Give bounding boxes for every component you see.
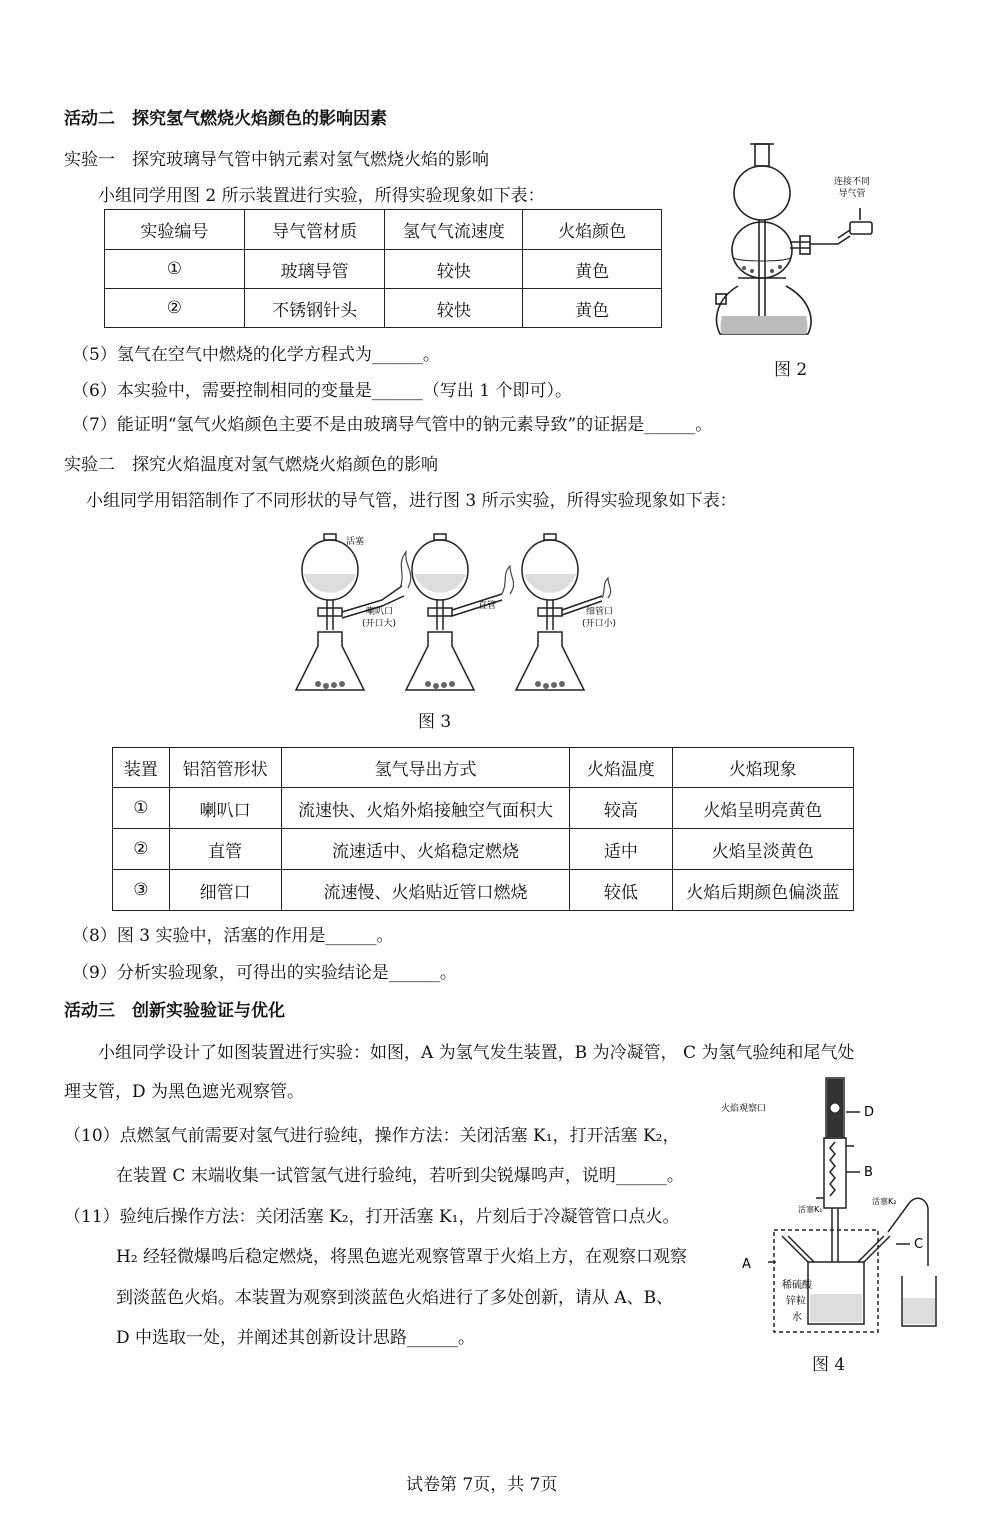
fig4-label-C: C (914, 1237, 924, 1252)
table-cell: 火焰呈淡黄色 (672, 829, 853, 870)
table-row (113, 870, 854, 911)
table-cell: ① (113, 788, 170, 829)
exp2-title: 实验二 探究火焰温度对氢气燃烧火焰颜色的影响 (64, 455, 438, 475)
table-cell: 火焰后期颜色偏淡蓝 (672, 870, 853, 911)
question-11-line1: （11）验纯后操作方法：关闭活塞 K₂，打开活塞 K₁，片刻后于冷凝管管口点火。 (64, 1207, 680, 1227)
fig3-label-valve: 活塞 (346, 537, 365, 547)
question-10-line1: （10）点燃氢气前需要对氢气进行验纯，操作方法：关闭活塞 K₁，打开活塞 K₂， (64, 1126, 680, 1146)
table-cell: 火焰呈明亮黄色 (672, 788, 853, 829)
exp1-intro: 小组同学用图 2 所示装置进行实验，所得实验现象如下表： (98, 186, 545, 206)
fig4-label-zinc: 锌粒 (786, 1296, 806, 1307)
fig4-label-D: D (864, 1105, 875, 1120)
table-row (113, 788, 854, 829)
table-cell: 较高 (570, 788, 672, 829)
activity3-intro-line2: 理支管，D 为黑色遮光观察管。 (64, 1082, 305, 1102)
fig4-label-K2: 活塞K₂ (872, 1197, 897, 1206)
table-cell: ② (105, 289, 245, 328)
table-header-cell: 装置 (113, 748, 170, 788)
table-header-cell: 铝箔管形状 (169, 748, 281, 788)
table-header-cell: 火焰颜色 (523, 210, 662, 250)
figure-3-caption: 图 3 (418, 712, 452, 732)
exp1-table (104, 209, 662, 328)
question-11-line3: 到淡蓝色火焰。本装置为观察到淡蓝色火焰进行了多处创新，请从 A、B、 (116, 1288, 674, 1308)
table-header-cell: 实验编号 (105, 210, 245, 250)
question-6: （6）本实验中，需要控制相同的变量是______（写出 1 个即可）。 (72, 381, 572, 401)
fig4-label-window: 火焰观察口 (720, 1104, 766, 1114)
question-11-line2: H₂ 经轻微爆鸣后稳定燃烧，将黑色遮光观察管罩于火焰上方，在观察口观察 (116, 1247, 688, 1267)
table-cell: 流速慢、火焰贴近管口燃烧 (281, 870, 570, 911)
exp2-intro: 小组同学用铝箔制作了不同形状的导气管，进行图 3 所示实验，所得实验现象如下表： (86, 491, 737, 511)
table-cell: 适中 (570, 829, 672, 870)
fig3-label-straight: 直管 (478, 601, 497, 611)
table-header-row (105, 210, 662, 250)
question-8: （8）图 3 实验中，活塞的作用是______。 (72, 926, 394, 946)
fig3-label-horn-open: (开口大) (362, 619, 397, 629)
table-header-cell: 氢气气流速度 (385, 210, 523, 250)
table-cell: 较快 (385, 289, 523, 328)
table-row (105, 289, 662, 328)
figure-3-flask-setups (288, 522, 628, 702)
table-header-cell: 导气管材质 (244, 210, 385, 250)
table-row (105, 250, 662, 289)
table-cell: 黄色 (523, 289, 662, 328)
figure-2-kipp-apparatus (700, 138, 890, 348)
table-header-row (113, 748, 854, 788)
table-header-cell: 氢气导出方式 (281, 748, 570, 788)
table-cell: 较快 (385, 250, 523, 289)
question-10-line2: 在装置 C 末端收集一试管氢气进行验纯，若听到尖锐爆鸣声，说明______。 (116, 1166, 684, 1186)
figure-4-caption: 图 4 (812, 1355, 846, 1375)
fig4-label-water: 水 (792, 1312, 802, 1323)
table-cell: 黄色 (523, 250, 662, 289)
fig3-label-thin-open: (开口小) (582, 619, 617, 629)
fig2-label-tube: 导气管 (838, 189, 866, 199)
fig2-label-connect: 连接不同 (833, 177, 871, 187)
table-cell: 流速快、火焰外焰接触空气面积大 (281, 788, 570, 829)
question-11-line4: D 中选取一处，并阐述其创新设计思路______。 (116, 1328, 476, 1348)
figure-2-caption: 图 2 (774, 360, 808, 380)
fig3-label-thin: 细管口 (586, 607, 614, 617)
table-cell: 不锈钢针头 (244, 289, 385, 328)
fig4-label-B: B (864, 1165, 873, 1180)
activity3-intro-line1: 小组同学设计了如图装置进行实验：如图，A 为氢气发生装置，B 为冷凝管， C 为氢气验纯和尾气处 (98, 1043, 855, 1063)
activity3-title: 活动三 创新实验验证与优化 (64, 1001, 285, 1021)
table-cell: 细管口 (169, 870, 281, 911)
question-9: （9）分析实验现象，可得出的实验结论是______。 (72, 963, 457, 983)
question-5: （5）氢气在空气中燃烧的化学方程式为______。 (72, 345, 440, 365)
activity2-title: 活动二 探究氢气燃烧火焰颜色的影响因素 (64, 109, 387, 129)
table-cell: 玻璃导管 (244, 250, 385, 289)
table-cell: ② (113, 829, 170, 870)
table-cell: ③ (113, 870, 170, 911)
fig4-label-K1: 活塞K₁ (798, 1205, 823, 1214)
table-cell: ① (105, 250, 245, 289)
question-7: （7）能证明“氢气火焰颜色主要不是由玻璃导气管中的钠元素导致”的证据是______。 (72, 415, 713, 435)
exp2-table (112, 747, 854, 911)
table-cell: 喇叭口 (169, 788, 281, 829)
table-cell: 较低 (570, 870, 672, 911)
table-header-cell: 火焰现象 (672, 748, 853, 788)
table-cell: 流速适中、火焰稳定燃烧 (281, 829, 570, 870)
figure-4-apparatus (720, 1072, 954, 1342)
table-row (113, 829, 854, 870)
page-footer: 试卷第 7页，共 7页 (406, 1475, 558, 1495)
table-header-cell: 火焰温度 (570, 748, 672, 788)
exp1-title: 实验一 探究玻璃导气管中钠元素对氢气燃烧火焰的影响 (64, 150, 489, 170)
fig4-label-acid: 稀硫酸 (782, 1280, 812, 1291)
table-cell: 直管 (169, 829, 281, 870)
fig4-label-A: A (742, 1257, 751, 1272)
fig3-label-horn: 喇叭口 (366, 607, 394, 617)
